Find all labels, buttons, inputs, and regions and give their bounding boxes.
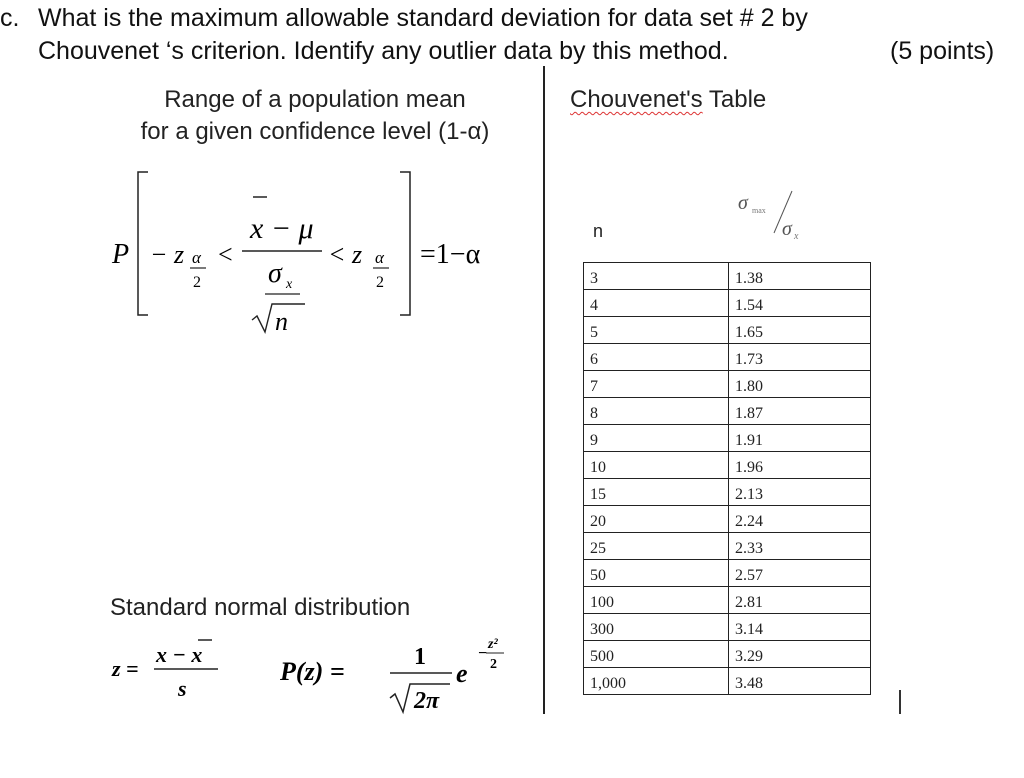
alpha-top-right: α [375, 248, 384, 267]
ratio-cell: 1.91 [729, 425, 871, 452]
n-cell: 9 [584, 425, 729, 452]
max-subscript: max [752, 206, 766, 215]
sqrt-2pi: 2π [414, 688, 440, 714]
ratio-cell: 3.14 [729, 614, 871, 641]
ratio-cell: 1.96 [729, 452, 871, 479]
n-cell: 20 [584, 506, 729, 533]
z-denominator: s [178, 676, 187, 701]
table-row [584, 560, 871, 587]
z-numerator: x − x [156, 642, 203, 667]
question-label: c. [0, 4, 20, 32]
two-bottom-right: 2 [376, 274, 384, 291]
n-cell: 7 [584, 371, 729, 398]
chouvenet-table [583, 262, 871, 695]
sigma-max: σ [738, 192, 748, 214]
rhs-text: =1−α [420, 239, 481, 270]
less-than-1: < [218, 240, 233, 269]
sigma-x-subscript: x [794, 231, 799, 242]
table-row [584, 479, 871, 506]
table-row [584, 587, 871, 614]
title-rest: Table [702, 86, 767, 113]
alpha-top-left: α [192, 248, 201, 267]
sigma-x-sub: x [286, 277, 293, 292]
pz-lhs: P(z) = [280, 657, 345, 686]
ratio-cell: 3.48 [729, 668, 871, 695]
ratio-cell: 1.38 [729, 263, 871, 290]
z-formula [110, 632, 230, 712]
chouvenet-table-title [570, 86, 766, 114]
table-row [584, 344, 871, 371]
n-cell: 100 [584, 587, 729, 614]
text-cursor [899, 690, 901, 714]
ratio-cell: 1.73 [729, 344, 871, 371]
n-cell: 6 [584, 344, 729, 371]
question-line-1: What is the maximum allowable standard deviation for data set # 2 by [38, 4, 808, 32]
two-bottom-left: 2 [193, 274, 201, 291]
n-cell: 8 [584, 398, 729, 425]
table-row [584, 425, 871, 452]
prob-symbol: P [112, 239, 130, 270]
table-row [584, 317, 871, 344]
question-line-2: Chouvenet ‘s criterion. Identify any outlier data by this method. [38, 37, 729, 65]
question-points: (5 points) [890, 37, 995, 65]
normal-distribution-title: Standard normal distribution [110, 594, 411, 621]
n-cell: 15 [584, 479, 729, 506]
confidence-formula [100, 160, 530, 350]
table-row [584, 371, 871, 398]
sigma-x-denominator: σ [782, 218, 792, 240]
n-cell: 300 [584, 614, 729, 641]
n-cell: 25 [584, 533, 729, 560]
confidence-caption-line-1: Range of a population mean [164, 86, 466, 113]
table-row [584, 614, 871, 641]
table-row [584, 398, 871, 425]
ratio-cell: 2.13 [729, 479, 871, 506]
euler-e: e [456, 659, 468, 688]
confidence-caption-line-2: for a given confidence level (1-α) [140, 118, 490, 145]
sigma-x: σ [268, 258, 282, 289]
n-cell: 50 [584, 560, 729, 587]
z-equals: z = [112, 656, 139, 681]
ratio-header [730, 185, 820, 245]
less-than-z: < z [328, 240, 363, 269]
n-column-label: n [593, 221, 604, 241]
ratio-cell: 3.29 [729, 641, 871, 668]
title-underlined-word: Chouvenet's [570, 86, 703, 113]
table-row [584, 668, 871, 695]
n-cell: 10 [584, 452, 729, 479]
vertical-divider [543, 66, 545, 714]
ratio-cell: 2.81 [729, 587, 871, 614]
exp-minus: − [478, 645, 488, 662]
n-cell: 5 [584, 317, 729, 344]
n-cell: 4 [584, 290, 729, 317]
ratio-cell: 2.57 [729, 560, 871, 587]
n-cell: 1,000 [584, 668, 729, 695]
ratio-cell: 1.65 [729, 317, 871, 344]
minus-z-text: − z [150, 240, 185, 269]
table-row [584, 533, 871, 560]
table-row [584, 290, 871, 317]
pz-formula [280, 624, 530, 719]
x-bar-minus-mu: x − μ [250, 212, 314, 245]
sqrt-n: n [275, 307, 288, 336]
ratio-cell: 1.54 [729, 290, 871, 317]
n-cell: 500 [584, 641, 729, 668]
table-row [584, 263, 871, 290]
ratio-cell: 1.87 [729, 398, 871, 425]
n-cell: 3 [584, 263, 729, 290]
exp-denominator: 2 [490, 657, 497, 672]
exp-numerator: z² [488, 637, 498, 652]
pz-numerator: 1 [414, 644, 426, 670]
ratio-cell: 2.33 [729, 533, 871, 560]
ratio-cell: 1.80 [729, 371, 871, 398]
table-row [584, 452, 871, 479]
table-row [584, 506, 871, 533]
ratio-cell: 2.24 [729, 506, 871, 533]
table-row [584, 641, 871, 668]
